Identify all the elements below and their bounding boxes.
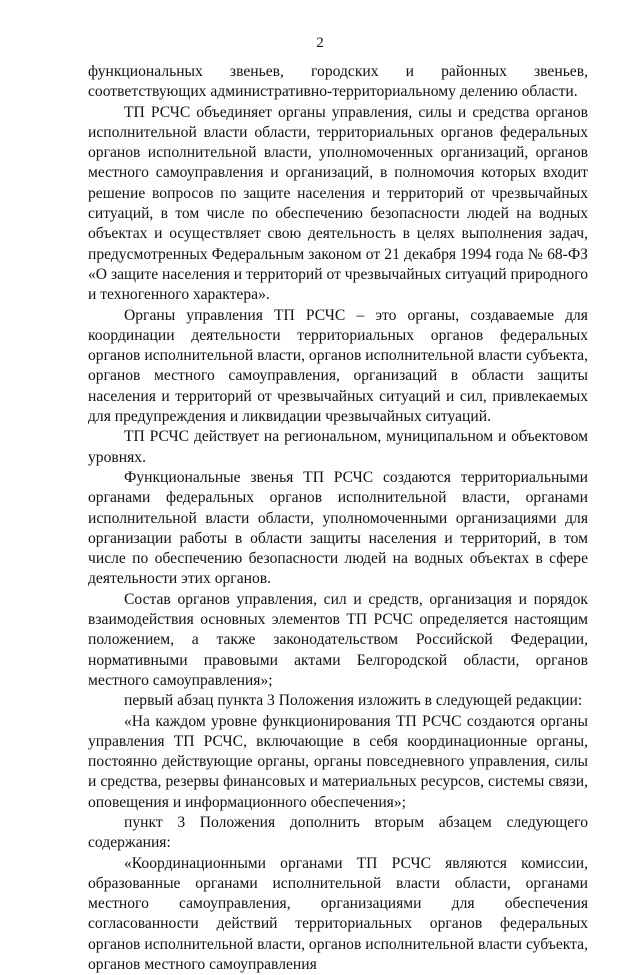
- paragraph-amendment-second-paragraph: пункт 3 Положения дополнить вторым абзацем следующего содержания:: [88, 813, 588, 852]
- paragraph-functional-links: Функциональные звенья ТП РСЧС создаются территориальными органами федеральных органов исполнительной власти, органами исполнительной власти области, уполномоченными организациями для организации работы в области защиты населения и территорий, в том числе по обеспечению безопасности людей на водных объектах в сфере деятельности этих органов.: [88, 468, 588, 588]
- paragraph-coordination-bodies: «Координационными органами ТП РСЧС являются комиссии, образованные органами исполнительной власти области, органами местного самоуправления, организациями для обеспечения согласованности действий территориальных органов федеральных органов исполнительной власти, органов исполнительной власти субъекта, органов местного самоуправления: [88, 854, 588, 974]
- paragraph-structure-order: Состав органов управления, сил и средств, организация и порядок взаимодействия основных элементов ТП РСЧС определяется настоящим положением, а также законодательством Российской Федерации, нормативными правовыми актами Белгородской области, органов местного самоуправления»;: [88, 590, 588, 689]
- paragraph-management-bodies: Органы управления ТП РСЧС – это органы, создаваемые для координации деятельности территориальных органов федеральных органов исполнительной власти, органов исполнительной власти субъекта, органов местного самоуправления, организаций в области защиты населения и территорий от чрезвычайных ситуаций и сил, привлекаемых для предупреждения и ликвидации чрезвычайных ситуаций.: [88, 306, 588, 426]
- paragraph-tp-rschs-composition: ТП РСЧС объединяет органы управления, силы и средства органов исполнительной власти области, территориальных органов федеральных органов исполнительной власти, уполномоченных организаций, органов местного самоуправления и организаций, в полномочия которых входит решение вопросов по защите населения и территорий от чрезвычайных ситуаций, в том числе по обеспечению безопасности людей на водных объектах и осуществляет свою деятельность в целях выполнения задач, предусмотренных Федеральным законом от 21 декабря 1994 года № 68-ФЗ «О защите населения и территорий от чрезвычайных ситуаций природного и техногенного характера».: [88, 103, 589, 304]
- paragraph-new-wording: «На каждом уровне функционирования ТП РСЧС создаются органы управления ТП РСЧС, включающие в себя координационные органы, постоянно действующие органы, органы повседневного управления, силы и средства, резервы финансовых и материальных ресурсов, системы связи, оповещения и информационного обеспечения»;: [88, 712, 588, 811]
- document-body: [88, 62, 588, 975]
- paragraph-levels: ТП РСЧС действует на региональном, муниципальном и объектовом уровнях.: [88, 428, 588, 466]
- paragraph-amendment-first-paragraph: первый абзац пункта 3 Положения изложить в следующей редакции:: [124, 692, 583, 710]
- paragraph-continuation: функциональных звеньев, городских и районных звеньев, соответствующих административно-территориальному делению области.: [88, 63, 588, 101]
- page-number: 2: [316, 35, 324, 51]
